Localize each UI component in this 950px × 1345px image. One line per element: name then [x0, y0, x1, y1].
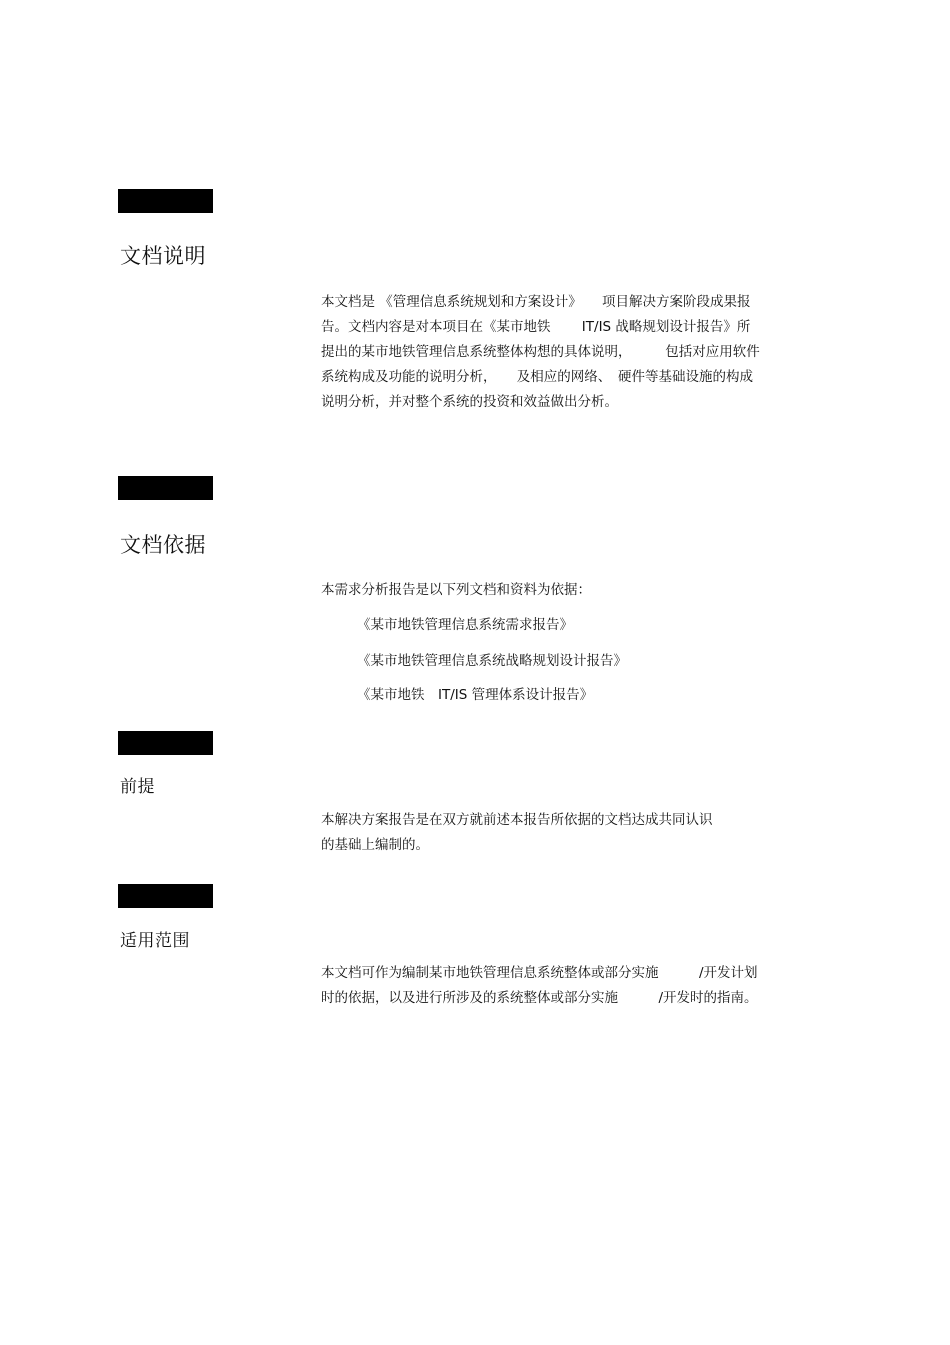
paragraph-line: 说明分析，并对整个系统的投资和效益做出分析。 [321, 394, 618, 410]
paragraph-line: 的基础上编制的。 [321, 837, 429, 853]
premise-paragraph [321, 808, 811, 858]
reference-item: 《某市地铁管理信息系统需求报告》 [357, 617, 573, 633]
paragraph-line: 系统构成及功能的说明分析， 及相应的网络、 硬件等基础设施的构成 [321, 369, 753, 385]
section-marker-bar [118, 189, 213, 213]
section-marker-bar [118, 476, 213, 500]
paragraph-line: 提出的某市地铁管理信息系统整体构想的具体说明， 包括对应用软件 [321, 344, 760, 360]
section-marker-bar [118, 731, 213, 755]
reference-item: 《某市地铁 IT/IS 管理体系设计报告》 [357, 687, 594, 703]
doc-basis-intro: 本需求分析报告是以下列文档和资料为依据： [321, 582, 591, 598]
paragraph-line: 告。文档内容是对本项目在《某市地铁 IT/IS 战略规划设计报告》所 [321, 319, 751, 335]
doc-description-paragraph [321, 290, 811, 415]
paragraph-line: 时的依据，以及进行所涉及的系统整体或部分实施 /开发时的指南。 [321, 990, 758, 1006]
paragraph-line: 本解决方案报告是在双方就前述本报告所依据的文档达成共同认识 [321, 812, 713, 828]
paragraph-line: 本文档可作为编制某市地铁管理信息系统整体或部分实施 /开发计划 [321, 965, 758, 981]
section-heading-doc-description: 文档说明 [120, 244, 206, 268]
section-heading-premise: 前提 [120, 777, 155, 797]
scope-paragraph [321, 961, 811, 1011]
section-heading-scope: 适用范围 [120, 931, 190, 951]
reference-item: 《某市地铁管理信息系统战略规划设计报告》 [357, 653, 627, 669]
paragraph-line: 本文档是 《管理信息系统规划和方案设计》 项目解决方案阶段成果报 [321, 294, 751, 310]
section-heading-doc-basis: 文档依据 [120, 533, 206, 557]
section-marker-bar [118, 884, 213, 908]
